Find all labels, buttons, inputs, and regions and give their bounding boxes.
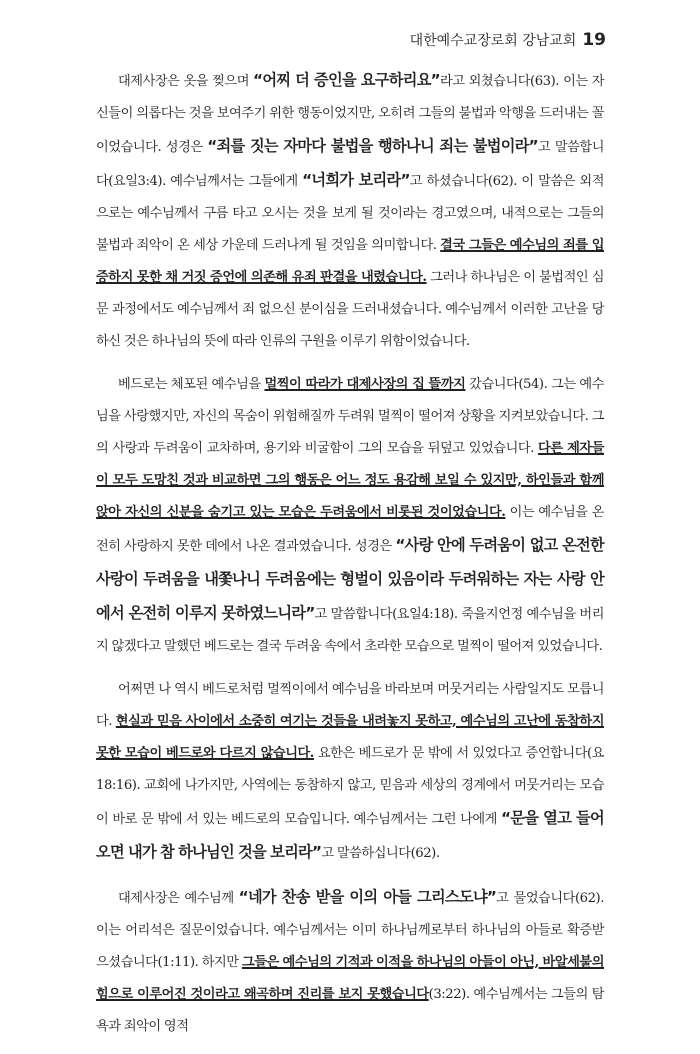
text-segment: 갔습니다(54). 그는 예수님을 사랑했지만, 자신의 목숨이 위험해질까 두려워 멀찍이 떨어져 상황을 지켜보았습니다. 그의 사랑과 두려움이 교차하며, 용기와 비굴함이 그의 모습을 뒤덮고 있었습니다. [96,377,604,456]
text-segment: 요한은 베드로가 문 밖에 서 있었다고 증언합니다(요18:16). 교회에 나가지만, 사역에는 동참하지 않고, 믿음과 세상의 경계에서 머뭇거리는 모습이 바로 문 밖에 서 있는 베드로의 모습입니다. 예수님께서는 그런 나에게 [96,746,604,827]
text-segment: 고 말씀하십니다(62). [321,846,440,861]
paragraph-3 [96,674,604,870]
text-segment: 고 하셨습니다(62). 이 말씀은 외적으로는 예수님께서 구름 타고 오시는 것을 보게 될 것이라는 경고였으며, 내적으로는 그들의 불법과 죄악이 온 세상 가운데 드러나게 될 것임을 의미합니다. [96,174,604,253]
text-segment: 라고 외쳤습니다(63). 이는 자신들이 의롭다는 것을 보여주기 위한 행동이었지만, 오히려 그들의 불법과 악행을 드러내는 꼴이었습니다. 성경은 [96,74,604,155]
emphasis-underline: 현실과 믿음 사이에서 소중히 여기는 것들을 내려놓지 못하고, 예수님의 고난에 동참하지 못한 모습이 베드로와 다르지 않습니다. [96,714,604,761]
emphasis-underline: 그들은 예수님의 기적과 이적을 하나님의 아들이 아닌, 바알세불의 힘으로 이루어진 것이라고 왜곡하며 진리를 보지 못했습니다 [96,955,605,1002]
text-segment: 대제사장은 예수님께 [118,891,239,906]
body-text [96,64,604,1054]
page-header [410,30,606,50]
paragraph-4 [96,881,604,1043]
text-segment: 고 말씀합니다(요일4:18). 죽을지언정 예수님을 버리지 않겠다고 말했던 베드로는 결국 두려움 속에서 초라한 모습으로 멀찍이 떨어져 있었습니다. [96,607,605,654]
scripture-quote: “어찌 더 증인을 요구하리요” [253,71,440,89]
church-name: 대한예수교장로회 강남교회 [409,33,577,49]
emphasis-underline: 멀찍이 따라가 대제사장의 집 뜰까지 [264,377,466,392]
text-segment: 고 물었습니다(62). 이는 어리석은 질문이었습니다. 예수님께서는 이미 하나님께로부터 하나님의 아들로 확증받으셨습니다(1:11). 하지만 [96,891,604,970]
emphasis-underline: 결국 그들은 예수님의 죄를 입증하지 못한 채 거짓 증언에 의존해 유죄 판결을 내렸습니다. [96,238,604,285]
text-segment: 어쩌면 나 역시 베드로처럼 멀찍이에서 예수님을 바라보며 머뭇거리는 사람일지도 모릅니다. [96,682,604,729]
text-segment: 이는 예수님을 온전히 사랑하지 못한 데에서 나온 결과였습니다. 성경은 [96,505,604,554]
paragraph-1 [96,64,604,358]
text-segment: 고 말씀합니다(요일3:4). 예수님께서는 그들에게 [96,140,605,189]
scripture-quote: “문을 열고 들어오면 내가 참 하나님인 것을 보리라” [96,809,604,861]
text-segment: 그러나 하나님은 이 불법적인 심문 과정에서도 예수님께서 죄 없으신 분이심을 드러내셨습니다. 예수님께서 이러한 고난을 당하신 것은 하나님의 뜻에 따라 인류의 구원을 이루기 위함이었습니다. [96,270,604,349]
scripture-quote: “사랑 안에 두려움이 없고 온전한 사랑이 두려움을 내쫓나니 두려움에는 형벌이 있음이라 두려워하는 자는 사랑 안에서 온전히 이루지 못하였느니라” [96,536,605,622]
scripture-quote: “네가 찬송 받을 이의 아들 그리스도냐” [238,888,497,906]
scripture-quote: “죄를 짓는 자마다 불법을 행하나니 죄는 불법이라” [207,137,538,155]
emphasis-underline: 다른 제자들이 모두 도망친 것과 비교하면 그의 행동은 어느 정도 용감해 보일 수 있지만, 하인들과 함께 앉아 자신의 신분을 숨기고 있는 모습은 두려움에서 비롯된 것이었습니다. [96,441,605,520]
page-number: 19 [582,30,606,50]
scripture-quote: “너희가 보리라” [302,171,410,189]
paragraph-2 [96,369,604,663]
text-segment: (3:22). 예수님께서는 그들의 탐욕과 죄악이 영적 [96,987,605,1034]
text-segment: 대제사장은 옷을 찢으며 [118,74,254,89]
text-segment: 베드로는 체포된 예수님을 [118,377,265,392]
